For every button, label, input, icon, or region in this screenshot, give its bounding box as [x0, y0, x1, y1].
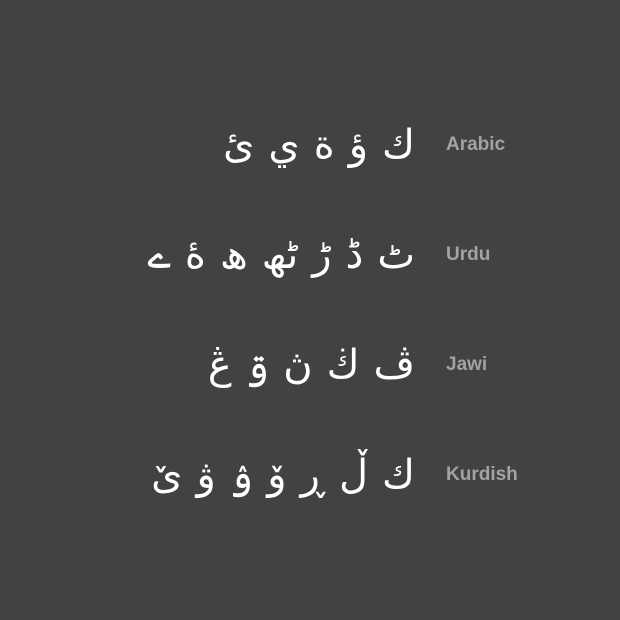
script-label-kurdish: Kurdish — [446, 464, 518, 485]
glyph: ڠ — [207, 342, 232, 388]
glyph: ڵ — [338, 452, 369, 498]
glyph: ۆ — [267, 452, 287, 498]
glyph: ك — [382, 452, 415, 498]
glyph: ھ — [219, 232, 248, 278]
glyph: ێ — [151, 452, 183, 498]
script-row-arabic — [0, 100, 620, 190]
glyph: ي — [268, 122, 300, 168]
glyph-sample-kurdish — [137, 430, 415, 520]
script-row-urdu — [0, 210, 620, 300]
glyph: ڈ — [345, 232, 364, 278]
glyph: ۋ — [196, 452, 216, 498]
glyph-sample-jawi — [194, 320, 415, 410]
script-label-arabic: Arabic — [446, 134, 506, 155]
script-row-jawi — [0, 320, 620, 410]
glyph-sample-arabic — [209, 100, 415, 190]
glyph: ڬ — [326, 342, 360, 388]
glyph: ٹ — [377, 232, 415, 278]
glyph: ة — [313, 122, 335, 168]
script-label-jawi: Jawi — [446, 354, 488, 375]
glyph: ۊ — [245, 342, 270, 388]
glyph: ۉ — [229, 452, 254, 498]
glyph: ئ — [223, 122, 255, 168]
glyph: ك — [382, 122, 415, 168]
glyph: ڽ — [283, 342, 313, 388]
glyph: ے — [147, 232, 171, 278]
glyph-sample-urdu — [133, 210, 415, 300]
glyph: ڤ — [373, 342, 415, 388]
glyph: ؤ — [348, 122, 369, 168]
glyph: ڑ — [312, 232, 332, 278]
glyph: ٹھ — [261, 232, 299, 278]
glyph: ۀ — [184, 232, 206, 278]
script-label-urdu: Urdu — [446, 244, 491, 265]
script-row-kurdish — [0, 430, 620, 520]
glyph: ڕ — [300, 452, 325, 498]
